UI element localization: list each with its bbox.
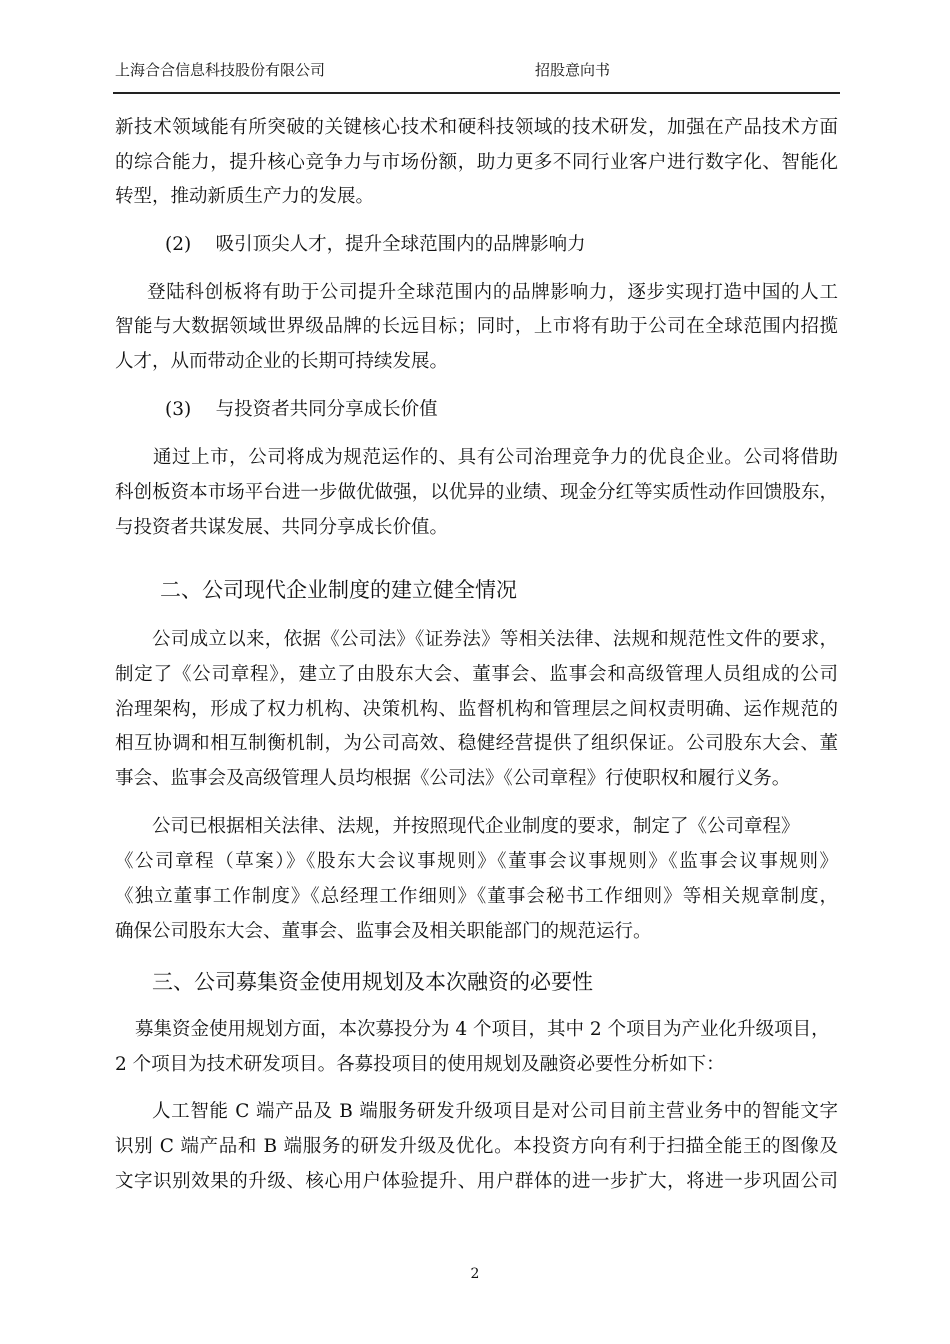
- page-number: 2: [470, 1266, 480, 1282]
- text-line: (2) 吸引顶尖人才，提升全球范围内的品牌影响力: [165, 234, 586, 255]
- text-line: 与投资者共谋发展、共同分享成长价值。: [115, 517, 449, 538]
- text-line: 识别 C 端产品和 B 端服务的研发升级及优化。本投资方向有利于扫描全能王的图像及: [115, 1136, 838, 1157]
- text-line: 《独立董事工作制度》《总经理工作细则》《董事会秘书工作细则》等相关规章制度，: [115, 886, 838, 907]
- text-line: 《公司章程（草案）》《股东大会议事规则》《董事会议事规则》《监事会议事规则》: [115, 851, 838, 872]
- text-line: 登陆科创板将有助于公司提升全球范围内的品牌影响力，逐步实现打造中国的人工: [147, 282, 838, 303]
- header-rule: [113, 92, 840, 94]
- header-company: 上海合合信息科技股份有限公司: [115, 62, 326, 79]
- text-line: 人才，从而带动企业的长期可持续发展。: [115, 351, 449, 372]
- text-line: 2 个项目为技术研发项目。各募投项目的使用规划及融资必要性分析如下：: [115, 1054, 725, 1075]
- text-line: 转型，推动新质生产力的发展。: [115, 186, 375, 207]
- text-line: 公司已根据相关法律、法规，并按照现代企业制度的要求，制定了《公司章程》: [152, 816, 800, 837]
- text-line: 智能与大数据领域世界级品牌的长远目标；同时，上市将有助于公司在全球范围内招揽: [115, 316, 838, 337]
- text-line: 的综合能力，提升核心竞争力与市场份额，助力更多不同行业客户进行数字化、智能化: [115, 152, 838, 173]
- text-line: (3) 与投资者共同分享成长价值: [165, 399, 438, 420]
- text-line: 科创板资本市场平台进一步做优做强，以优异的业绩、现金分红等实质性动作回馈股东，: [115, 482, 838, 503]
- text-line: 相互协调和相互制衡机制，为公司高效、稳健经营提供了组织保证。公司股东大会、董: [115, 733, 838, 754]
- header-doc-type: 招股意向书: [535, 62, 611, 79]
- text-line: 人工智能 C 端产品及 B 端服务研发升级项目是对公司目前主营业务中的智能文字: [152, 1101, 838, 1122]
- text-line: 确保公司股东大会、董事会、监事会及相关职能部门的规范运行。: [115, 921, 652, 942]
- text-line: 文字识别效果的升级、核心用户体验提升、用户群体的进一步扩大，将进一步巩固公司: [115, 1171, 838, 1192]
- text-line: 新技术领域能有所突破的关键核心技术和硬科技领域的技术研发，加强在产品技术方面: [115, 117, 838, 138]
- text-line: 公司成立以来，依据《公司法》《证券法》等相关法律、法规和规范性文件的要求，: [152, 629, 838, 650]
- text-line: 制定了《公司章程》，建立了由股东大会、董事会、监事会和高级管理人员组成的公司: [115, 664, 838, 685]
- text-line: 治理架构，形成了权力机构、决策机构、监督机构和管理层之间权责明确、运作规范的: [115, 699, 838, 720]
- section-heading: 二、公司现代企业制度的建立健全情况: [160, 578, 517, 602]
- text-line: 通过上市，公司将成为规范运作的、具有公司治理竞争力的优良企业。公司将借助: [153, 447, 838, 468]
- text-line: 募集资金使用规划方面，本次募投分为 4 个项目，其中 2 个项目为产业化升级项目，: [135, 1019, 830, 1040]
- text-line: 事会、监事会及高级管理人员均根据《公司法》《公司章程》行使职权和履行义务。: [115, 768, 791, 789]
- section-heading: 三、公司募集资金使用规划及本次融资的必要性: [152, 970, 593, 994]
